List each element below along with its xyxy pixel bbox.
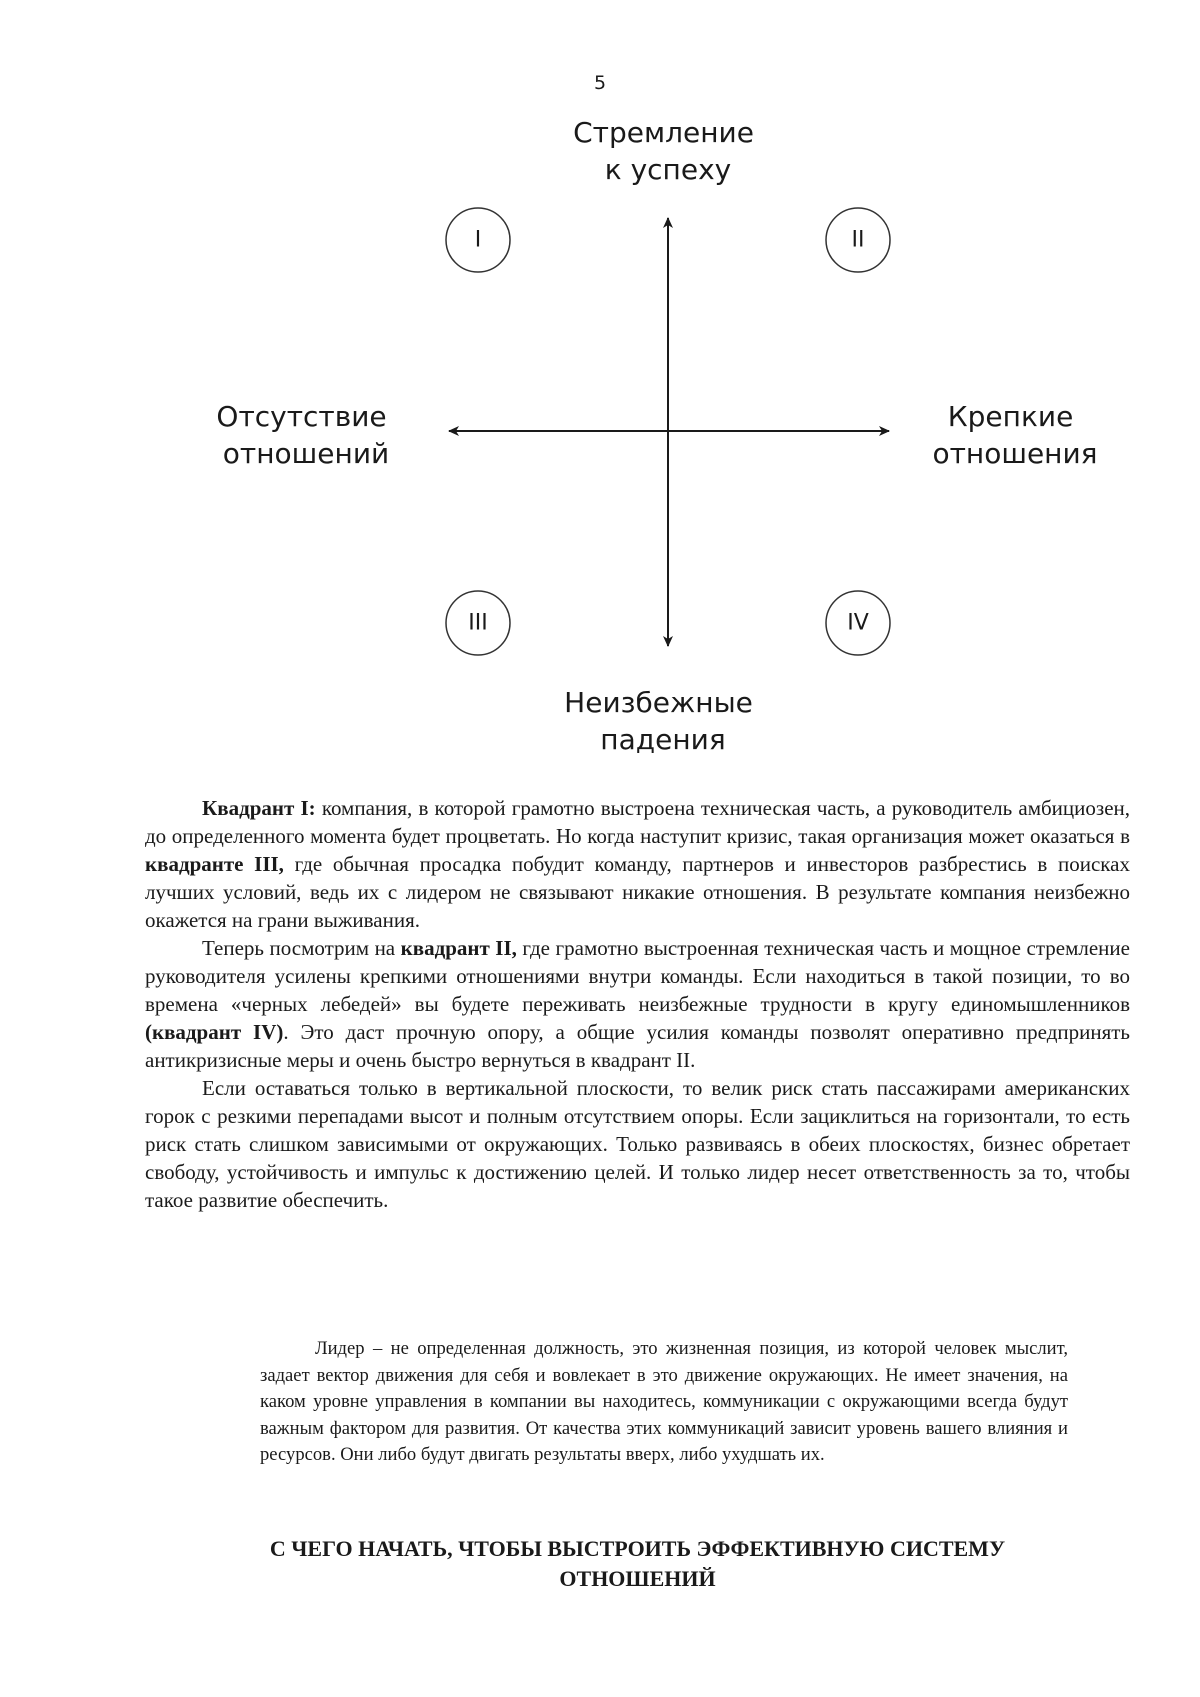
right-axis-label-line-2: отношения xyxy=(932,437,1098,470)
paragraph2-text-b: где грамотно выстроенная техническая часть и мощное стремление руководителя усилены крепкими отношениями внутри команды. Если находиться в такой позиции, то во времена «черных лебедей» вы будете переживать неизбежные трудности в кругу единомышленников xyxy=(145,936,1130,1016)
body-text xyxy=(145,794,1130,1214)
quadrant-marker-iii xyxy=(446,591,510,655)
paragraph-quadrant-ii xyxy=(145,934,1130,1074)
bottom-axis-label-line-2: падения xyxy=(600,723,726,756)
quadrant-marker-iv xyxy=(826,591,890,655)
quadrant-label-iv: IV xyxy=(847,610,869,636)
left-axis-label-line-2: отношений xyxy=(222,437,390,470)
bold-lead-quadrant-i: Квадрант I: xyxy=(202,796,316,820)
quadrant-label-ii: II xyxy=(851,227,865,253)
bottom-axis-label xyxy=(564,686,762,756)
right-axis-label xyxy=(932,400,1097,470)
bottom-axis-label-line-1: Неизбежные xyxy=(564,686,753,719)
left-axis-label xyxy=(216,400,395,470)
paragraph1-text-a: компания, в которой грамотно выстроена техническая часть, а руководитель амбициозен, до определенного момента будет процветать. Но когда наступит кризис, такая организация может оказаться в xyxy=(145,796,1130,848)
paragraph-planes: Если оставаться только в вертикальной плоскости, то велик риск стать пассажирами американских горок с резкими перепадами высот и полным отсутствием опоры. Если зациклиться на горизонтали, то есть риск стать слишком зависимыми от окружающих. Только развиваясь в обеих плоскостях, бизнес обретает свободу, устойчивость и импульс к достижению целей. И только лидер несет ответственность за то, чтобы такое развитие обеспечить. xyxy=(145,1076,1130,1212)
section-heading-line-2: ОТНОШЕНИЙ xyxy=(559,1566,716,1591)
quadrant-diagram xyxy=(0,0,1200,780)
left-axis-label-line-1: Отсутствие xyxy=(216,400,387,433)
paragraph1-text-b: где обычная просадка побудит команду, партнеров и инвесторов разбрестись в поисках лучших условий, ведь их с лидером не связывают никакие отношения. В результате компания неизбежно окажется на грани выживания. xyxy=(145,852,1130,932)
top-axis-label-line-2: к успеху xyxy=(604,153,732,186)
bold-quadrant-ii: квадрант II, xyxy=(400,936,517,960)
quadrant-marker-ii xyxy=(826,208,890,272)
paragraph2-text-a: Теперь посмотрим на xyxy=(202,936,401,960)
quadrant-marker-i xyxy=(446,208,510,272)
bold-quadrant-iii: квадранте III, xyxy=(145,852,284,876)
quadrant-label-iii: III xyxy=(468,610,488,636)
paragraph2-text-c: . Это даст прочную опору, а общие усилия команды позволят оперативно предпринять антикризисные меры и очень быстро вернуться в квадрант II. xyxy=(145,1020,1131,1072)
quadrant-label-i: I xyxy=(474,227,482,253)
right-axis-label-line-1: Крепкие xyxy=(947,400,1074,433)
top-axis-label xyxy=(573,116,763,186)
leader-quote: Лидер – не определенная должность, это жизненная позиция, из которой человек мыслит, задает вектор движения для себя и вовлекает в это движение окружающих. Не имеет значения, на каком уровне управления в компании вы находитесь, коммуникации с окружающими всегда будут важным фактором для развития. От качества этих коммуникаций зависит уровень вашего влияния и ресурсов. Они либо будут двигать результаты вверх, либо ухудшать их. xyxy=(260,1338,1068,1465)
section-heading xyxy=(145,1534,1130,1594)
paragraph-quadrant-i xyxy=(145,794,1130,934)
bold-quadrant-iv: (квадрант IV) xyxy=(145,1020,284,1044)
top-axis-label-line-1: Стремление xyxy=(573,116,754,149)
section-heading-line-1: С ЧЕГО НАЧАТЬ, ЧТОБЫ ВЫСТРОИТЬ ЭФФЕКТИВНУЮ СИСТЕМУ xyxy=(269,1536,1006,1561)
page-number: 5 xyxy=(593,72,607,94)
